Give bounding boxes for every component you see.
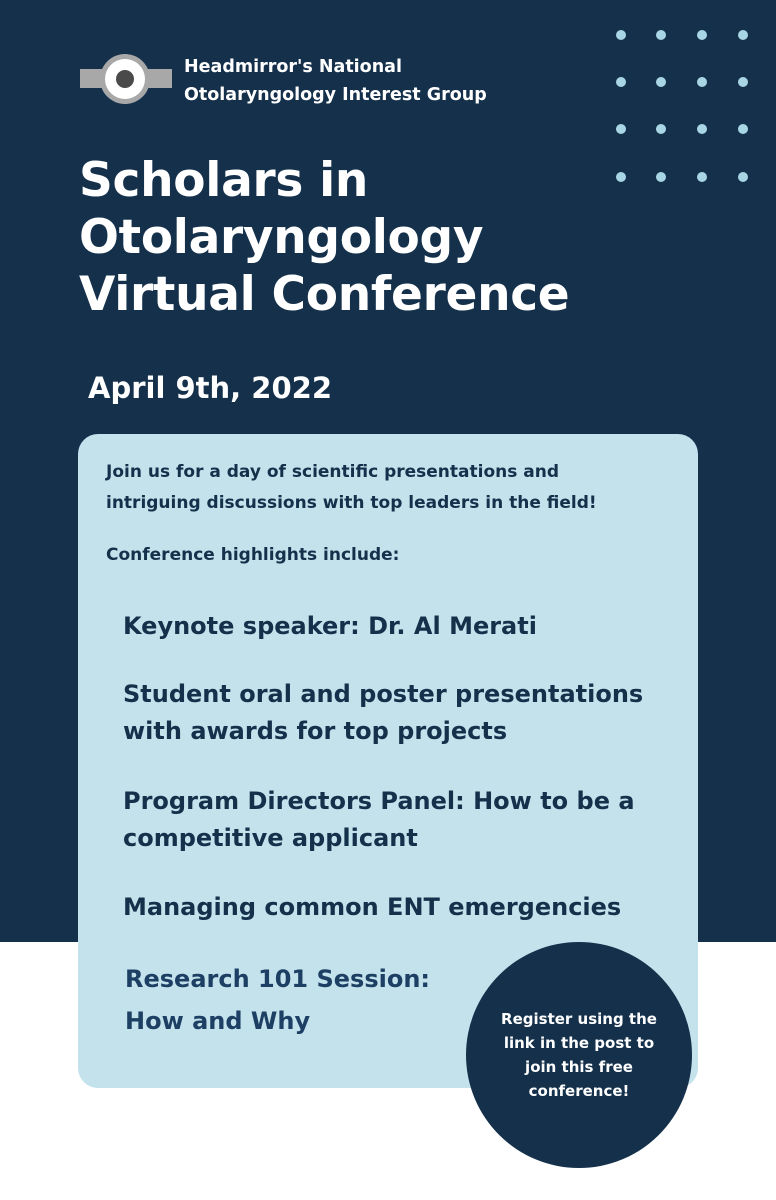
- highlight-item: [123, 676, 643, 750]
- highlight-line: Managing common ENT emergencies: [123, 893, 622, 921]
- highlight-line: competitive applicant: [123, 824, 418, 852]
- register-callout: [466, 942, 692, 1168]
- highlight-line: Program Directors Panel: How to be a: [123, 787, 635, 815]
- organization-name: [184, 53, 487, 109]
- highlight-line: Student oral and poster presentations: [123, 680, 644, 708]
- register-callout-text: [501, 1007, 657, 1103]
- highlights-label: Conference highlights include:: [106, 545, 400, 565]
- event-title: [79, 152, 569, 323]
- event-date: April 9th, 2022: [88, 371, 332, 405]
- event-title-line: Scholars in: [79, 153, 369, 208]
- intro-text: [106, 457, 686, 519]
- intro-line: Join us for a day of scientific presentations and: [106, 462, 560, 482]
- register-line: join this free: [525, 1058, 633, 1076]
- organization-name-line: Otolaryngology Interest Group: [184, 85, 487, 105]
- register-line: conference!: [528, 1082, 630, 1100]
- highlight-line: How and Why: [125, 1007, 311, 1035]
- highlight-item: [123, 783, 635, 857]
- event-title-line: Virtual Conference: [79, 267, 570, 322]
- highlight-line: Research 101 Session:: [125, 965, 431, 993]
- intro-line: intriguing discussions with top leaders in the field!: [106, 493, 597, 513]
- highlight-item: [125, 958, 430, 1042]
- dot-grid-decoration: [612, 27, 752, 187]
- event-title-line: Otolaryngology: [79, 210, 484, 265]
- headmirror-logo-icon: [80, 54, 172, 104]
- register-line: link in the post to: [503, 1034, 655, 1052]
- highlight-item: [123, 608, 537, 645]
- highlight-line: with awards for top projects: [123, 717, 508, 745]
- highlight-line: Keynote speaker: Dr. Al Merati: [123, 612, 537, 640]
- register-line: Register using the: [501, 1010, 657, 1028]
- organization-name-line: Headmirror's National: [184, 57, 402, 77]
- highlight-item: [123, 889, 621, 926]
